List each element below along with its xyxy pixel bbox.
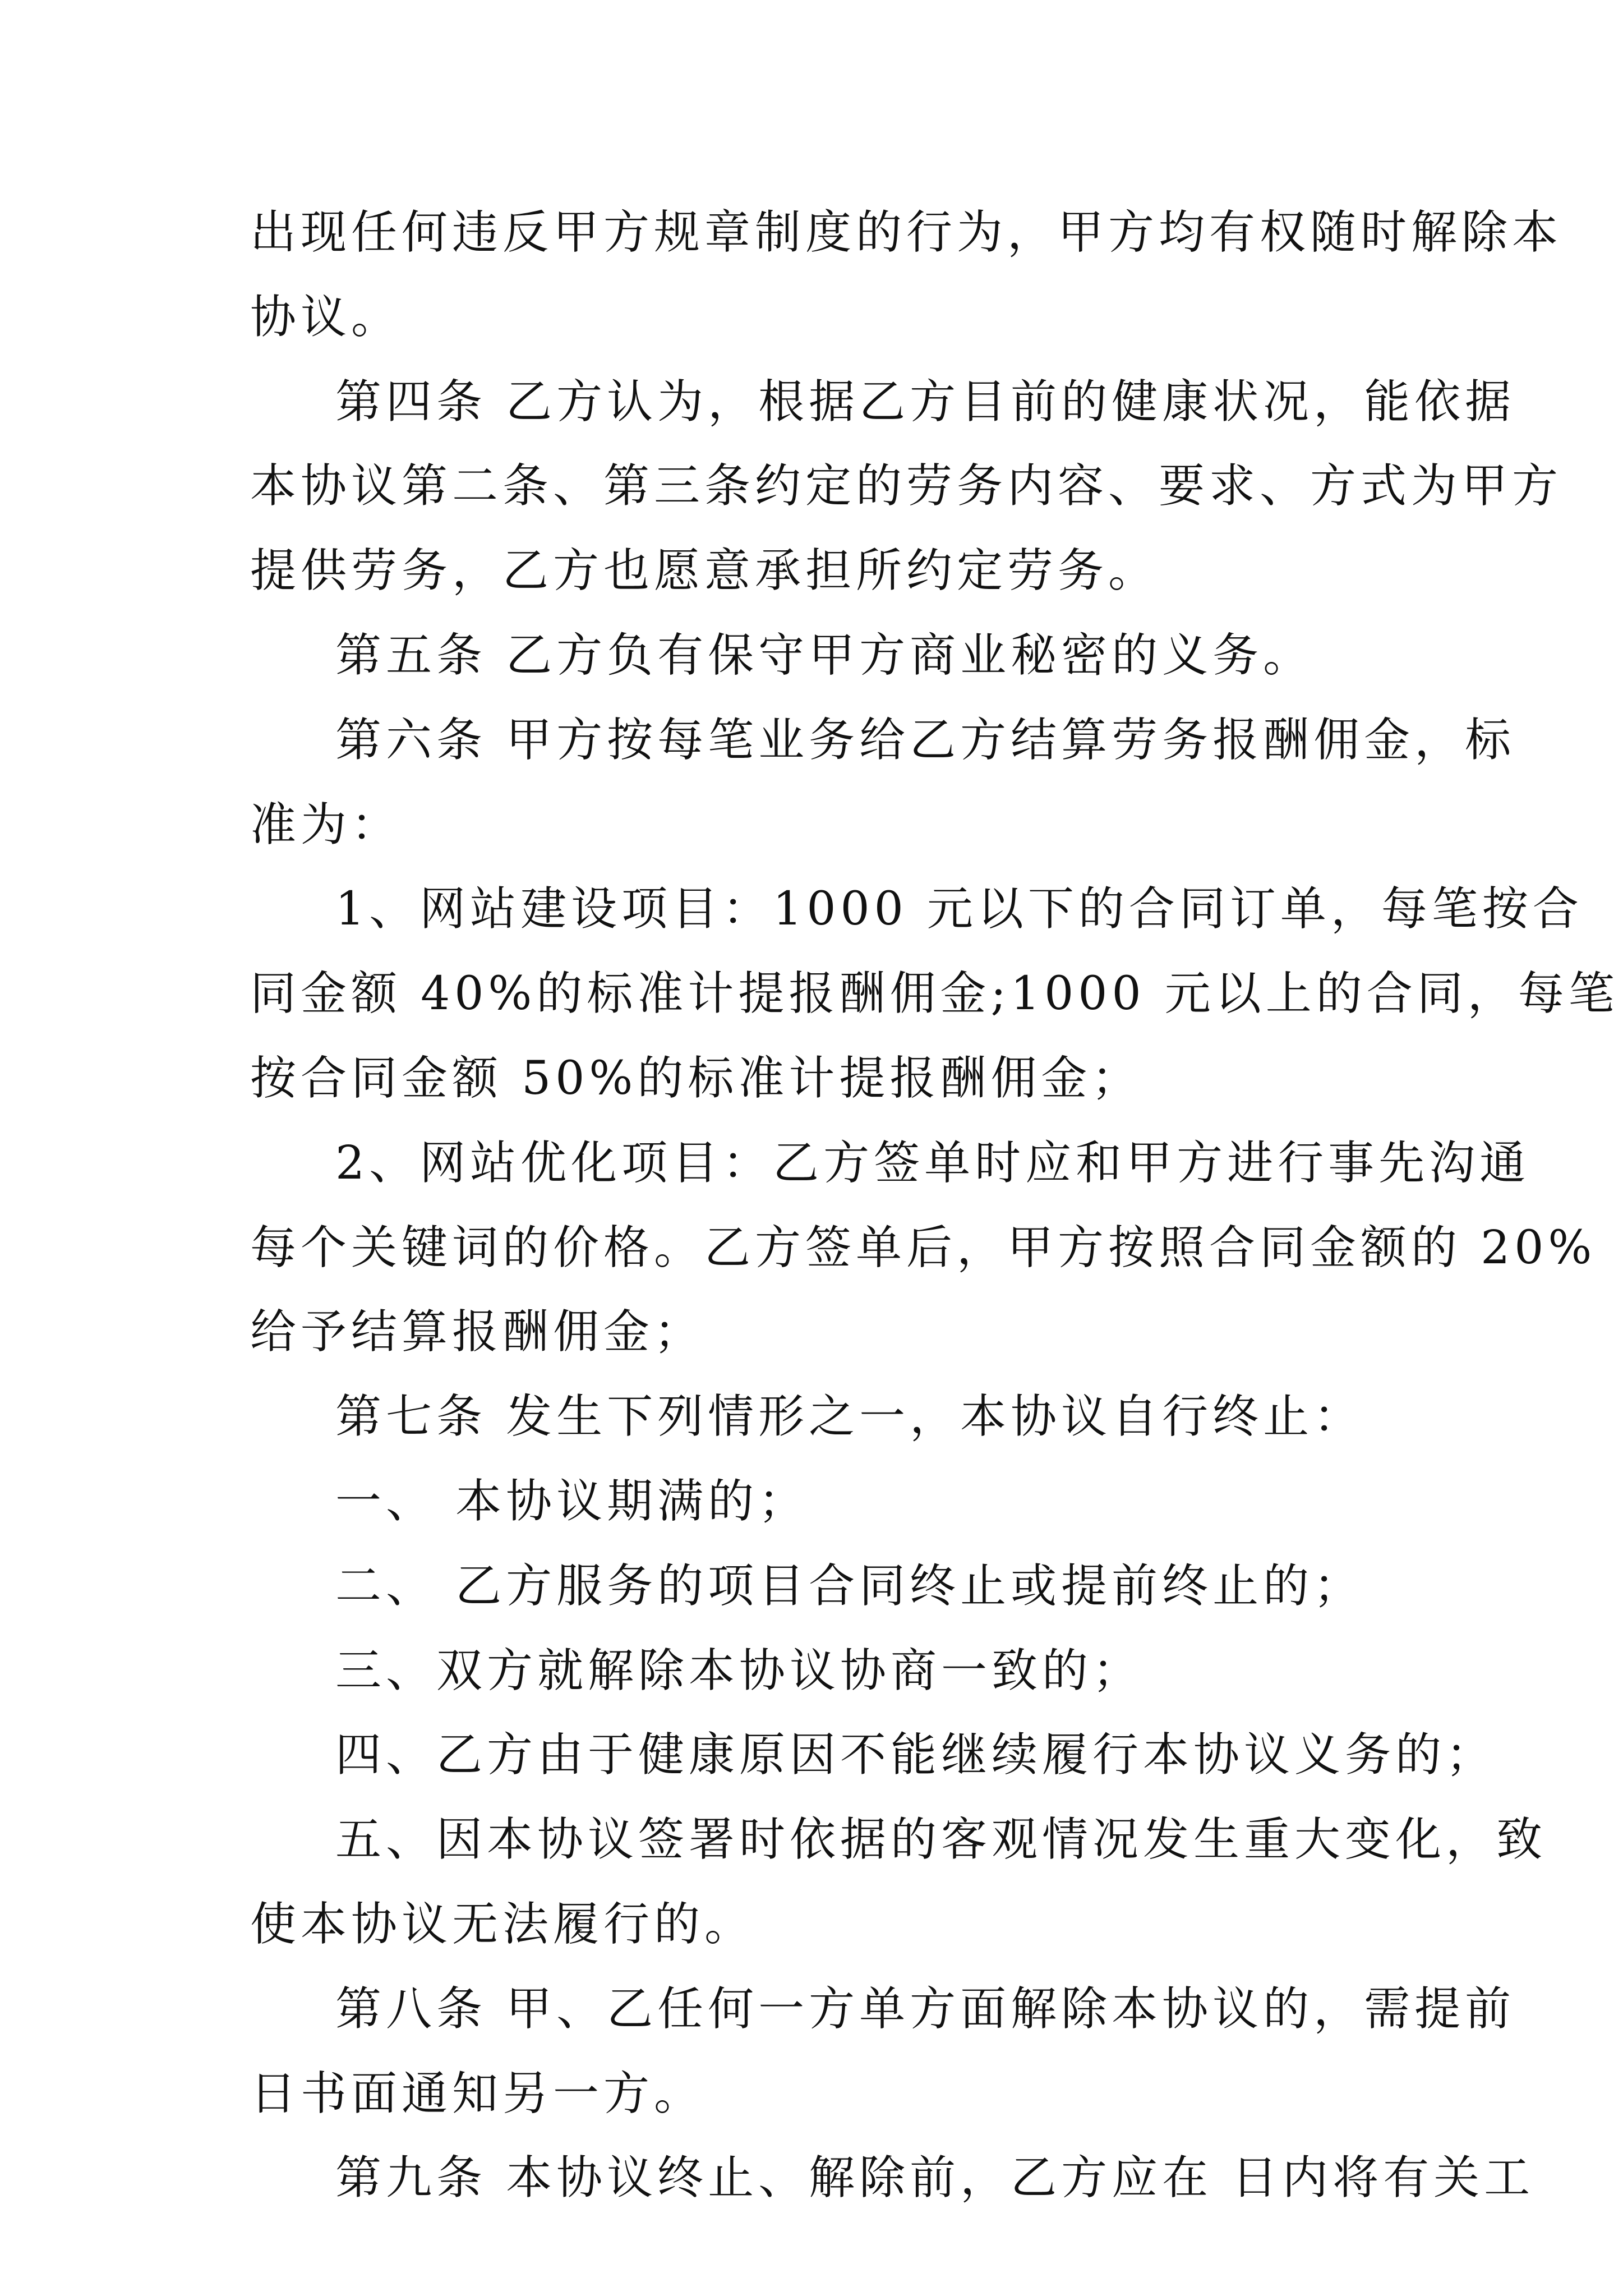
clause-5-line: 第五条 乙方负有保守甲方商业秘密的义务。 — [335, 628, 1314, 682]
document-line: 日书面通知另一方。 — [250, 2067, 705, 2120]
clause-4-line: 第四条 乙方认为，根据乙方目前的健康状况，能依据 — [335, 375, 1516, 429]
document-line: 同金额 40%的标准计提报酬佣金;1000 元以上的合同，每笔 — [250, 967, 1619, 1021]
document-body — [250, 191, 1619, 2221]
clause-7-item-4: 四、乙方由于健康原因不能继续履行本协议义务的； — [335, 1728, 1497, 1782]
clause-7-item-2: 二、 乙方服务的项目合同终止或提前终止的； — [335, 1559, 1364, 1613]
clause-7-line: 第七条 发生下列情形之一，本协议自行终止： — [335, 1390, 1364, 1444]
document-line: 本协议第二条、第三条约定的劳务内容、要求、方式为甲方 — [250, 459, 1563, 513]
document-line: 按合同金额 50%的标准计提报酬佣金； — [250, 1051, 1142, 1105]
document-line: 准为： — [250, 798, 402, 852]
document-line: 协议。 — [250, 290, 402, 344]
clause-7-item-1: 一、 本协议期满的； — [335, 1474, 809, 1528]
document-line: 每个关键词的价格。乙方签单后，甲方按照合同金额的 20% — [250, 1221, 1597, 1274]
document-line: 出现任何违反甲方规章制度的行为，甲方均有权随时解除本 — [250, 206, 1563, 259]
clause-7-item-5: 五、因本协议签署时依据的客观情况发生重大变化，致 — [335, 1813, 1547, 1867]
clause-6-item-1: 1、网站建设项目：1000 元以下的合同订单，每笔按合 — [335, 882, 1583, 936]
document-line: 提供劳务，乙方也愿意承担所约定劳务。 — [250, 544, 1159, 598]
clause-8-line: 第八条 甲、乙任何一方单方面解除本协议的，需提前 — [335, 1982, 1516, 2036]
document-line: 给予结算报酬佣金； — [250, 1305, 705, 1359]
document-line: 使本协议无法履行的。 — [250, 1897, 755, 1951]
clause-6-line: 第六条 甲方按每笔业务给乙方结算劳务报酬佣金，标 — [335, 713, 1516, 767]
clause-7-item-3: 三、双方就解除本协议协商一致的； — [335, 1644, 1144, 1697]
clause-9-line: 第九条 本协议终止、解除前，乙方应在 日内将有关工 — [335, 2151, 1535, 2205]
clause-6-item-2: 2、网站优化项目：乙方签单时应和甲方进行事先沟通 — [335, 1136, 1530, 1190]
